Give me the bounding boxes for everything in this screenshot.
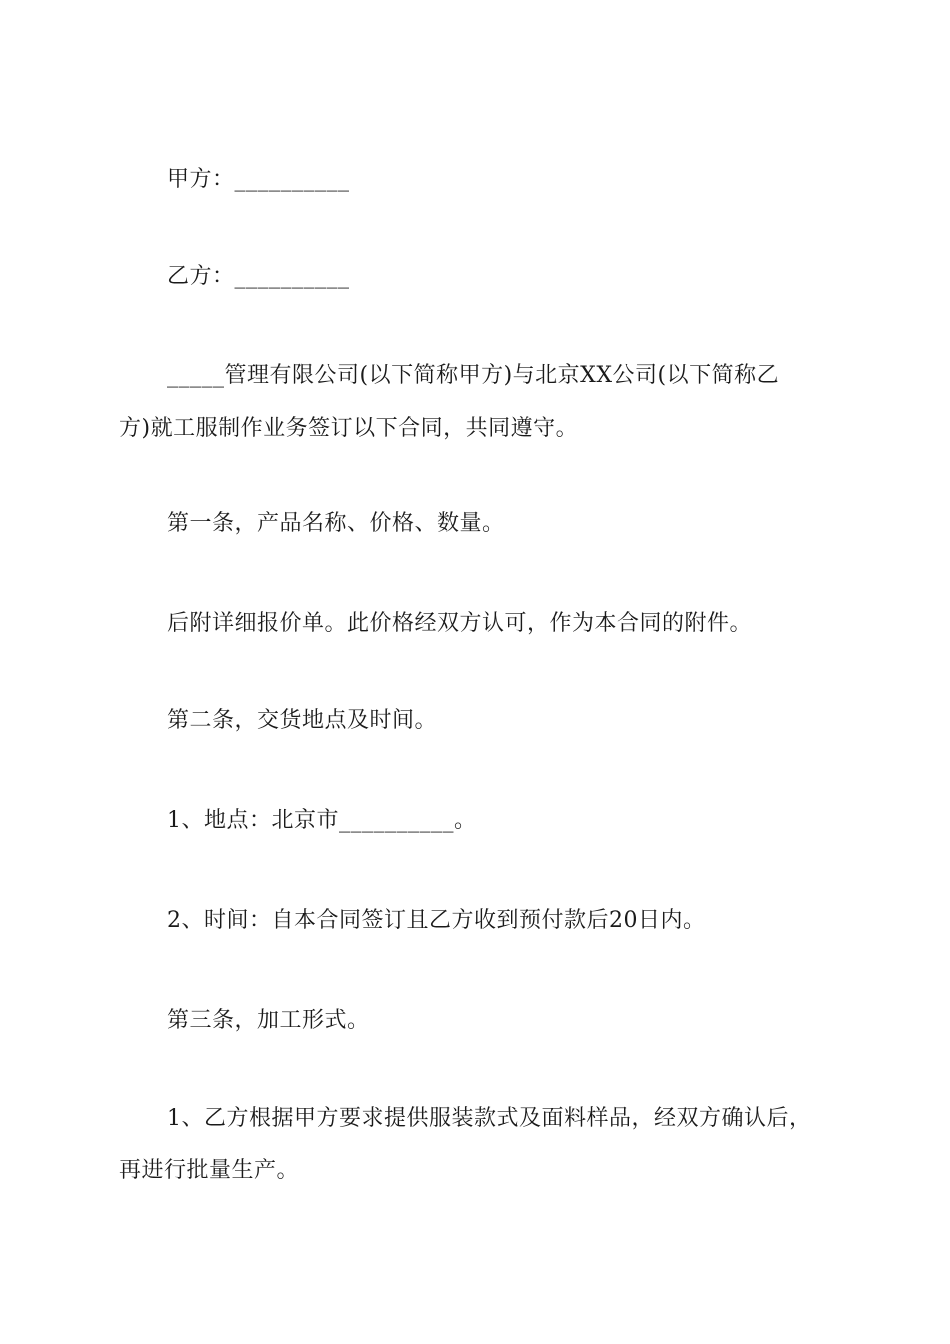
article-3-heading: 第三条，加工形式。	[167, 1008, 370, 1033]
intro-paragraph-line-2: 方)就工服制作业务签订以下合同，共同遵守。	[119, 416, 579, 441]
intro-paragraph-line-1: _____管理有限公司(以下简称甲方)与北京XX公司(以下简称乙	[167, 363, 780, 388]
article-3-item-1-line-1: 1、乙方根据甲方要求提供服装款式及面料样品，经双方确认后，	[167, 1106, 812, 1131]
party-b-line: 乙方：__________	[167, 264, 350, 289]
article-2-item-2: 2、时间：自本合同签订且乙方收到预付款后20日内。	[167, 908, 706, 933]
article-2-heading: 第二条，交货地点及时间。	[167, 708, 438, 733]
article-2-item-1: 1、地点：北京市__________。	[167, 808, 477, 833]
article-1-text: 后附详细报价单。此价格经双方认可，作为本合同的附件。	[167, 611, 753, 636]
party-a-line: 甲方：__________	[167, 167, 350, 192]
article-3-item-1-line-2: 再进行批量生产。	[119, 1158, 300, 1183]
article-1-heading: 第一条，产品名称、价格、数量。	[167, 511, 505, 536]
